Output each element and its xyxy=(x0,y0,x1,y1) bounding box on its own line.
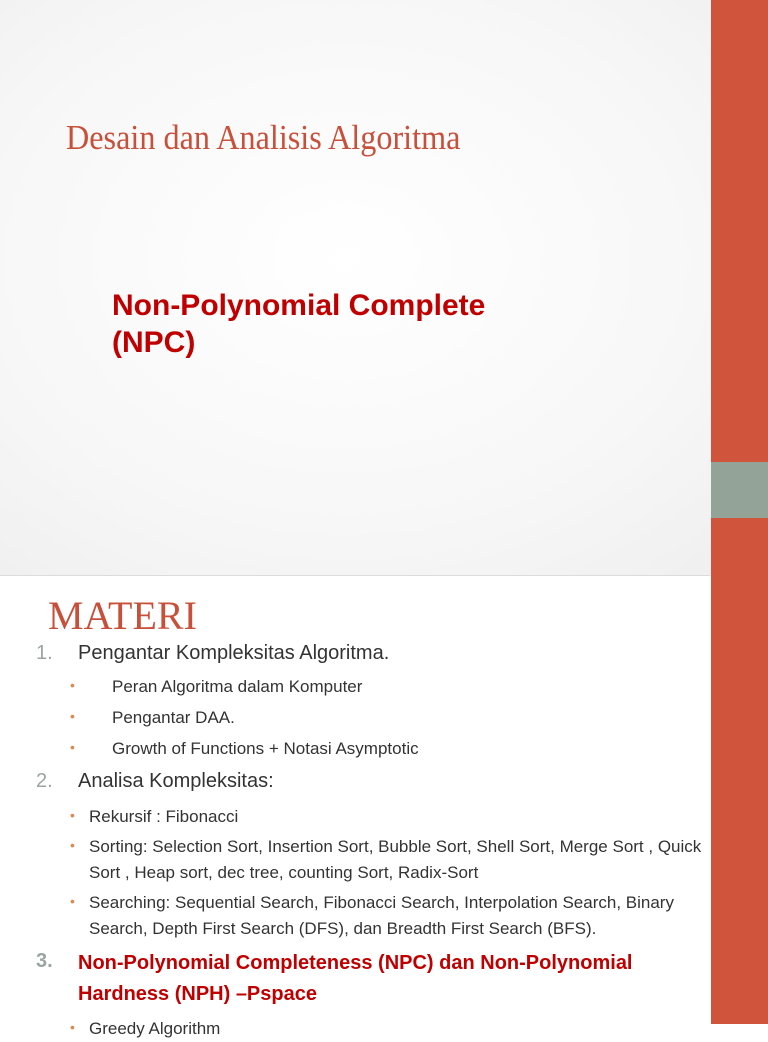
bullet-icon: • xyxy=(70,893,75,909)
accent-block xyxy=(711,462,768,518)
bullet-icon: • xyxy=(70,1019,75,1035)
sub-item: Pengantar DAA. xyxy=(112,708,235,727)
item-text: Analisa Kompleksitas: xyxy=(78,770,274,792)
subtitle-line-2: (NPC) xyxy=(112,326,196,359)
bullet-icon: • xyxy=(70,708,75,724)
slide-title: Desain dan Analisis Algoritma xyxy=(66,118,461,157)
sub-item: Sorting: Selection Sort, Insertion Sort, Bubble Sort, Shell Sort, Merge Sort , Quick Sort , Heap sort, dec tree, counting Sort, Radix-Sort xyxy=(89,837,702,882)
sub-item: Peran Algoritma dalam Komputer xyxy=(112,677,363,696)
item-text: Pengantar Kompleksitas Algoritma. xyxy=(78,642,390,664)
subtitle-line-1: Non-Polynomial Complete xyxy=(112,289,486,322)
bullet-icon: • xyxy=(70,677,75,693)
item-number: 2. xyxy=(36,770,53,792)
materi-slide xyxy=(0,576,768,1038)
sub-item: Greedy Algorithm xyxy=(89,1019,221,1038)
item-number: 1. xyxy=(36,642,53,664)
bullet-icon: • xyxy=(70,807,75,823)
bullet-icon: • xyxy=(70,739,75,755)
item-text-emphasis: Non-Polynomial Completeness (NPC) dan Non-Polynomial Hardness (NPH) –Pspace xyxy=(78,952,633,1005)
sub-item: Growth of Functions + Notasi Asymptotic xyxy=(112,739,419,758)
materi-title: MATERI xyxy=(48,593,197,638)
sub-item: Rekursif : Fibonacci xyxy=(89,807,239,826)
item-number: 3. xyxy=(36,950,53,972)
bullet-icon: • xyxy=(70,837,75,853)
sub-item: Searching: Sequential Search, Fibonacci Search, Interpolation Search, Binary Search, Depth First Search (DFS), dan Breadth First Search (BFS). xyxy=(89,893,674,938)
slide-subtitle xyxy=(112,287,672,361)
